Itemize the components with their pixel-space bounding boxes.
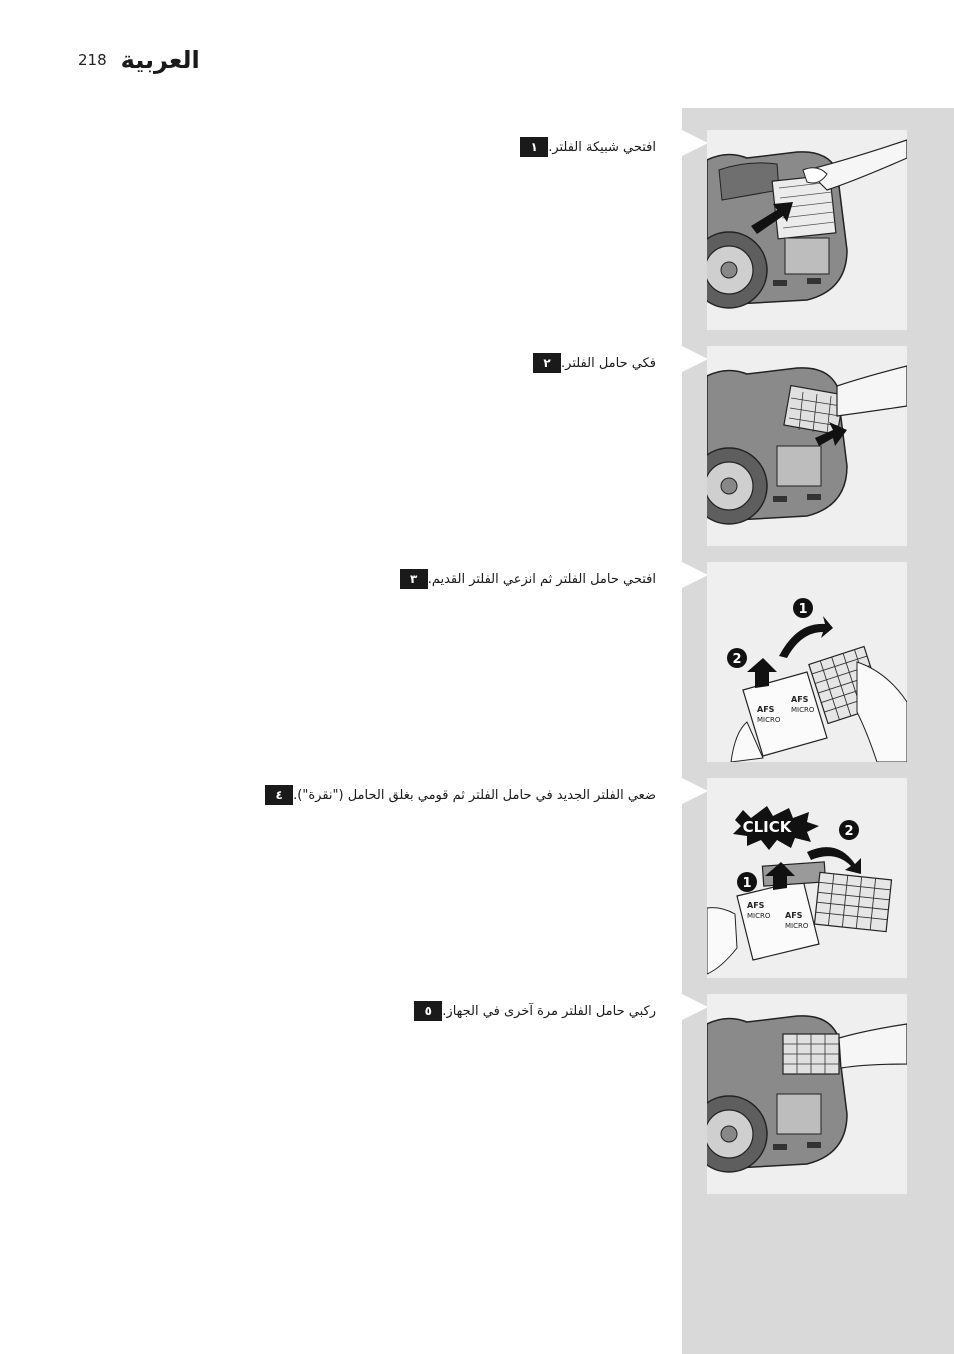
figure-remove-old-filter — [707, 562, 907, 762]
callout-1-label: 1 — [742, 876, 752, 891]
figure-reinstall-filter-holder — [707, 994, 907, 1194]
filter-brand-label: AFS — [791, 695, 809, 704]
page-number: 218 — [78, 51, 107, 69]
page-header — [78, 40, 200, 80]
click-label: CLICK — [742, 818, 792, 836]
filter-brand-label: AFS — [785, 911, 803, 920]
callout-1-label: 1 — [798, 602, 808, 617]
step-number-badge: ٤ — [265, 785, 293, 805]
figure-open-filter-grid — [707, 130, 907, 330]
vacuum-illustration — [707, 130, 907, 330]
filter-brand-sublabel: MICRO — [757, 716, 781, 724]
step-2 — [527, 352, 656, 374]
step-5 — [408, 1000, 656, 1022]
step-number-badge: ١ — [520, 137, 548, 157]
callout-2-label: 2 — [844, 824, 854, 839]
step-number-badge: ٣ — [400, 569, 428, 589]
language-title: العربية — [120, 46, 200, 74]
filter-brand-label: AFS — [747, 901, 765, 910]
step-text: فكي حامل الفلتر. — [561, 355, 656, 371]
step-text: ركبي حامل الفلتر مرة آخرى في الجهاز. — [442, 1003, 656, 1019]
step-number-badge: ٥ — [414, 1001, 442, 1021]
vacuum-illustration — [707, 994, 907, 1194]
step-1 — [514, 136, 656, 158]
filter-illustration — [707, 562, 907, 762]
figure-remove-filter-holder — [707, 346, 907, 546]
filter-brand-label: AFS — [757, 705, 775, 714]
step-3 — [394, 568, 656, 590]
step-text: افتحي شبيكة الفلتر. — [548, 139, 656, 155]
filter-illustration — [707, 778, 907, 978]
step-text: افتحي حامل الفلتر ثم انزعي الفلتر القديم. — [427, 571, 656, 587]
filter-brand-sublabel: MICRO — [791, 706, 815, 714]
vacuum-illustration — [707, 346, 907, 546]
filter-brand-sublabel: MICRO — [785, 922, 809, 930]
step-4 — [259, 784, 656, 806]
filter-brand-sublabel: MICRO — [747, 912, 771, 920]
step-text: ضعي الفلتر الجديد في حامل الفلتر ثم قومي بغلق الحامل ("نقرة"). — [293, 787, 656, 803]
figure-insert-new-filter — [707, 778, 907, 978]
callout-2-label: 2 — [732, 652, 742, 667]
step-number-badge: ٢ — [533, 353, 561, 373]
